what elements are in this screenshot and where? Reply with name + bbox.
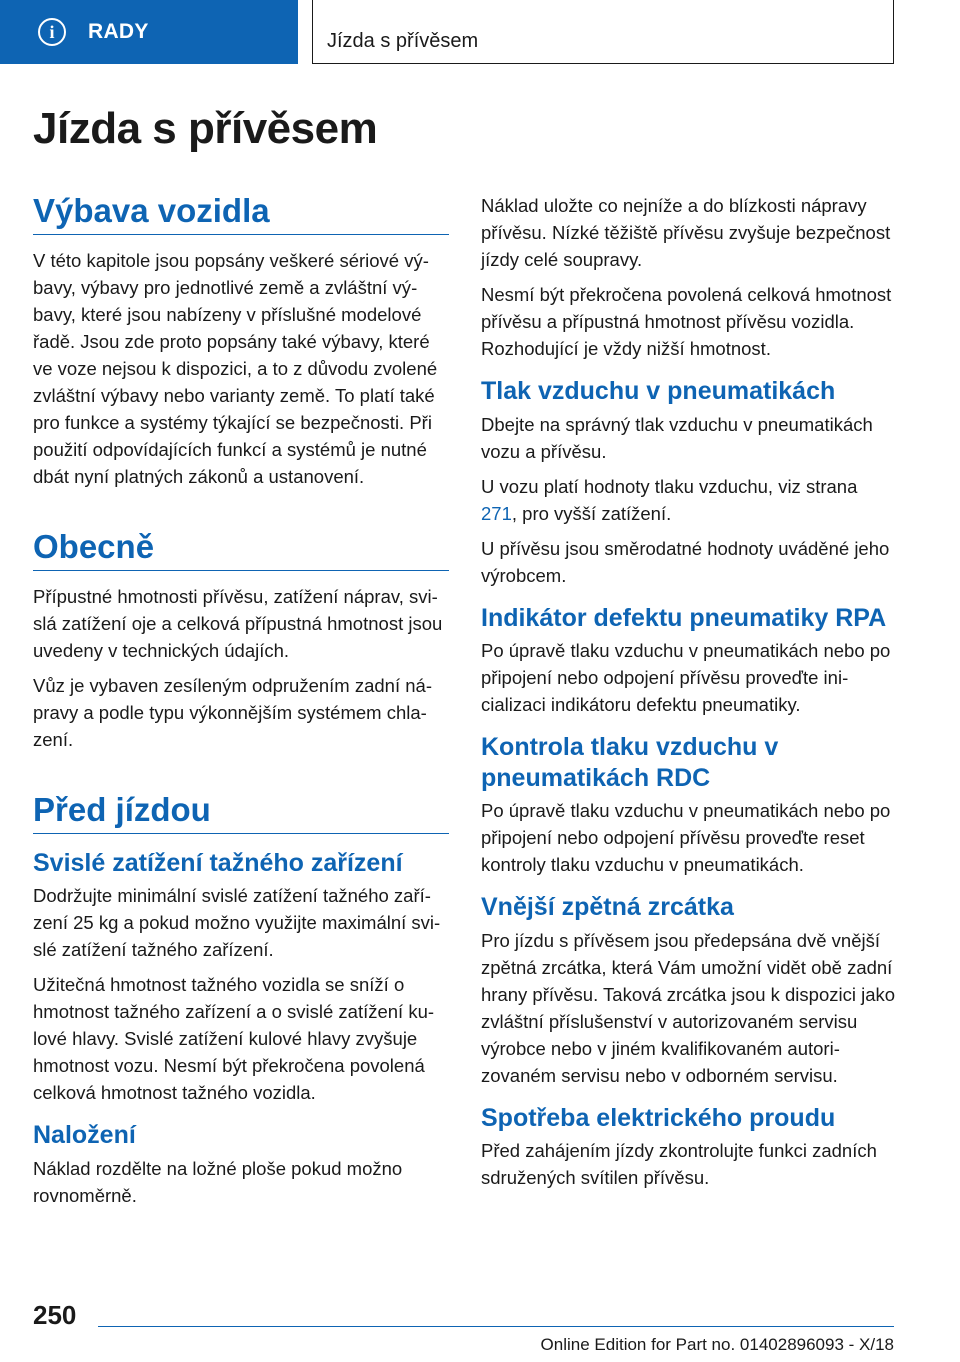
footer-divider — [98, 1326, 894, 1327]
paragraph-rpa: Po úpravě tlaku vzduchu v pneumatikách nebo po připojení nebo odpojení přívěsu proveďte inicializaci indikátoru defektu pneumatiky. — [481, 640, 891, 715]
paragraph-nalozeni: Náklad rozdělte na ložné ploše pokud možno rovnoměrně. — [33, 1157, 403, 1206]
heading-spotreba-proudu: Spotřeba elektrického proudu — [481, 1103, 836, 1132]
heading-zrcatka: Vnější zpětná zrcátka — [481, 893, 734, 921]
heading-tlak-vzduchu: Tlak vzduchu v pneumatikách — [481, 377, 836, 405]
header-chapter-label: Jízda s přívěsem — [327, 30, 479, 52]
footer-edition-text: Online Edition for Part no. 01402896093 - X/18 — [540, 1335, 894, 1354]
heading-obecne: Obecně — [33, 528, 449, 571]
paragraph-naklad-1: Náklad uložte co nejníže a do blízkosti nápravy přívěsu. Nízké těžiště přívěsu zvyšuje bezpečnost jízdy celé soupravy. — [481, 195, 891, 270]
left-column — [33, 192, 449, 1209]
header-section-label: RADY — [88, 20, 149, 43]
heading-nalozeni: Naložení — [33, 1121, 136, 1150]
header-section-tab[interactable] — [0, 0, 298, 64]
paragraph-svisle-2: Užitečná hmotnost tažného vozidla se sníží o hmotnost tažného zařízení a o svislé zatížení kulové hlavy. Svislé zatížení kulové hlavy zvyšuje hmotnost vozu. Nesmí být překročena povolená celková hmotnost tažného vozidla. — [33, 974, 435, 1104]
page-reference-link[interactable]: 271 — [481, 502, 512, 524]
paragraph-zrcatka: Pro jízdu s přívěsem jsou předepsána dvě vnější zpětná zrcátka, která Vám umožní vidět obě zadní hrany přívěsu. Taková zrcátka jsou k dispozici jako zvláštní příslušenství v autorizovaném servisu výrobce nebo v jiném kvalifikovaném autorizovaném servisu nebo v odborném servisu. — [481, 929, 896, 1086]
tlak-2-text-after: , pro vyšší zatížení. — [511, 502, 672, 524]
heading-pred-jizdou: Před jízdou — [33, 791, 449, 834]
info-icon: i — [38, 18, 66, 46]
heading-svisle-zatizeni: Svislé zatížení tažného zařízení — [33, 848, 403, 877]
heading-rdc: Kontrola tlaku vzduchu v pneumatikách RDC — [481, 733, 779, 792]
tlak-2-text-before: U vozu platí hodnoty tlaku vzduchu, viz strana — [481, 475, 858, 497]
paragraph-obecne-2: Vůz je vybaven zesíleným odpružením zadní nápravy a podle typu výkonnějším systémem chlazení. — [33, 674, 432, 750]
paragraph-svisle-1: Dodržujte minimální svislé zatížení tažného zařízení 25 kg a pokud možno využijte maximální svislé zatížení tažného zařízení. — [33, 885, 441, 961]
right-column — [481, 192, 897, 1191]
footer-edition — [98, 1335, 894, 1355]
header-chapter-box — [312, 0, 894, 64]
paragraph-tlak-2 — [481, 473, 897, 527]
page-number: 250 — [33, 1300, 77, 1330]
paragraph-vybava: V této kapitole jsou popsány veškeré sériové výbavy, výbavy pro jednotlivé země a zvláštní výbavy, které jsou nabízeny v příslušné modelové řadě. Jsou zde proto popsány také výbavy, které ve voze nejsou k dispozici, a to z důvodu zvolené zvláštní výbavy nebo varianty země. To platí také pro funkce a systémy týkající se bezpečnosti. Při použití odpovídajících funkcí a systémů je nutné dbát nyní platných zákonů a ustanovení. — [33, 249, 438, 487]
paragraph-spotreba: Před zahájením jízdy zkontrolujte funkci zadních sdružených svítilen přívěsu. — [481, 1140, 877, 1188]
paragraph-naklad-2: Nesmí být překročena povolená celková hmotnost přívěsu a přípustná hmotnost přívěsu vozidla. Rozhodující je vždy nižší hmotnost. — [481, 284, 892, 359]
paragraph-rdc: Po úpravě tlaku vzduchu v pneumatikách nebo po připojení nebo odpojení přívěsu proveďte reset kontroly tlaku vzduchu v pneumatikách. — [481, 800, 891, 875]
paragraph-tlak-3: U přívěsu jsou směrodatné hodnoty uváděné jeho výrobcem. — [481, 537, 890, 586]
heading-vybava-vozidla: Výbava vozidla — [33, 192, 449, 235]
heading-rpa: Indikátor defektu pneumatiky RPA — [481, 603, 887, 632]
paragraph-obecne-1: Přípustné hmotnosti přívěsu, zatížení náprav, svislá zatížení oje a celková přípustná hmotnost jsou uvedeny v technických údajích. — [33, 585, 443, 661]
page-title: Jízda s přívěsem — [33, 104, 378, 153]
paragraph-tlak-1: Dbejte na správný tlak vzduchu v pneumatikách vozu a přívěsu. — [481, 413, 873, 462]
